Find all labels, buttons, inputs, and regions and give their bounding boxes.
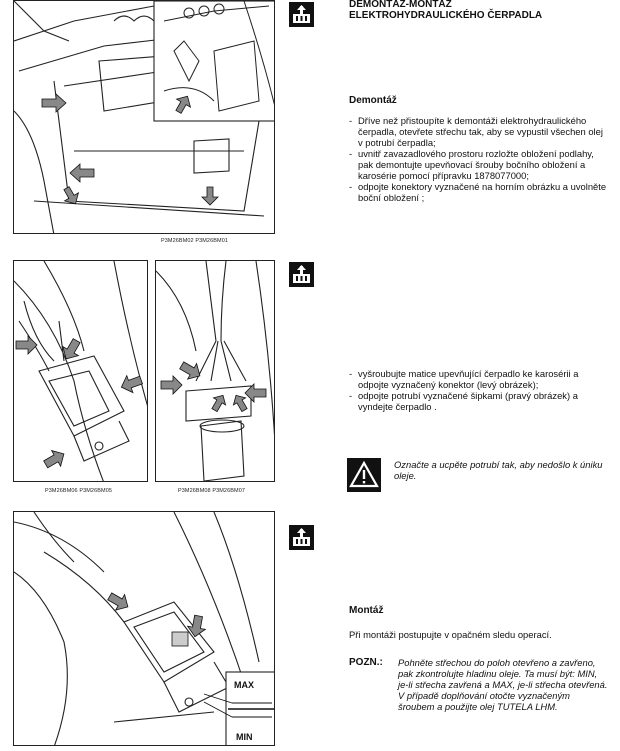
pump-removal-step: - odpojte potrubí vyznačené šipkami (pravý obrázek) a vyndejte čerpadlo . — [349, 390, 607, 412]
note-text — [398, 657, 608, 712]
trunk-trim-drawing — [14, 1, 275, 234]
figure-pump-left — [13, 260, 148, 482]
pump-level-drawing — [14, 512, 275, 746]
removal-tool-icon — [289, 2, 314, 27]
montaz-heading: Montáž — [349, 605, 384, 616]
pump-left-drawing — [14, 261, 148, 482]
figure-pump-right — [155, 260, 275, 482]
removal-tool-icon — [289, 525, 314, 550]
figure-2-caption-left: P3M26BM06 P3M26BM05 — [45, 488, 113, 494]
page-title-line-1: DEMONTÁŽ-MONTÁŽ — [349, 0, 452, 10]
note-label: POZN.: — [349, 657, 383, 668]
pump-removal-steps — [349, 368, 607, 412]
figure-trunk-trim — [13, 0, 275, 234]
note-paragraph: V případě doplňování otočte vyznačeným šroubem a použijte olej TUTELA LHM. — [398, 690, 570, 712]
figure-1-caption: P3M26BM02 P3M26BM01 — [161, 238, 229, 244]
page-title — [349, 0, 542, 21]
demontaz-step: - Dříve než přistoupíte k demontáži elektrohydraulického čerpadla, otevřete střechu tak, aby se vypustil všechen olej v potrubí čerpadla; — [349, 115, 607, 148]
page-title-line-2: ELEKTROHYDRAULICKÉHO ČERPADLA — [349, 9, 543, 21]
pump-right-drawing — [156, 261, 275, 482]
demontaz-heading: Demontáž — [349, 95, 397, 106]
figure-2-caption-right: P3M26BM08 P3M26BM07 — [178, 488, 246, 494]
warning-triangle-icon — [347, 458, 381, 492]
level-max-label: MAX — [234, 680, 254, 690]
figure-pump-level — [13, 511, 275, 746]
montaz-text: Při montáži postupujte v opačném sledu operací. — [349, 629, 552, 640]
demontaz-step: - odpojte konektory vyznačené na horním obrázku a uvolněte boční obložení ; — [349, 181, 607, 203]
pump-removal-step: - vyšroubujte matice upevňující čerpadlo ke karosérii a odpojte vyznačený konektor (levý obrázek); — [349, 368, 607, 390]
level-min-label: MIN — [236, 732, 253, 742]
warning-text: Označte a ucpěte potrubí tak, aby nedošlo k úniku oleje. — [394, 459, 603, 481]
demontaz-step: - uvnitř zavazadlového prostoru rozložte obložení podlahy, pak demontujte upevňovací šrouby bočního obložení a karosérie pomocí přípravku 1878077000; — [349, 148, 607, 181]
removal-tool-icon — [289, 262, 314, 287]
note-paragraph: Pohněte střechou do poloh otevřeno a zavřeno, pak zkontrolujte hladinu oleje. Ta musí být: MIN, je-li střecha zavřená a MAX, je-li střecha otevřená. — [398, 657, 608, 690]
demontaz-steps — [349, 115, 607, 203]
